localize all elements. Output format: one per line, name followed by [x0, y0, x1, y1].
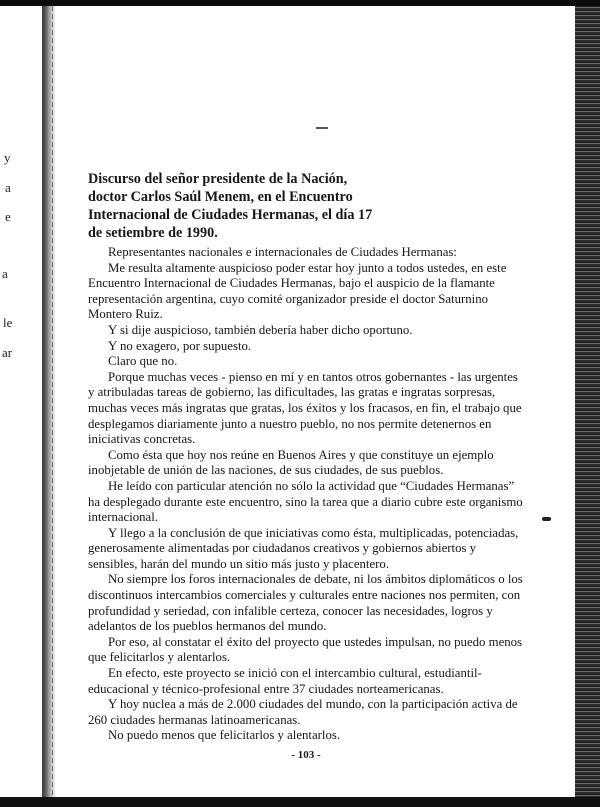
page-number: - 103 - [291, 749, 321, 761]
paragraph: Porque muchas veces - pienso en mí y en tantos otros gobernantes - las urgentes y atribuladas tareas de gobierno, las dificultades, las gratas e ingratas sorpresas, muchas veces más ingratas que gratas, los éxitos y los fracasos, en fin, el trabajo que desplegamos diariamente junto a nuestro pueblo, no nos permite detenernos en iniciativas concretas. [88, 369, 522, 447]
ink-dash [316, 127, 328, 129]
margin-fragment: e [5, 209, 11, 224]
paragraph: Claro que no. [108, 354, 178, 369]
scan-right-edge [575, 6, 600, 807]
margin-fragment: le [3, 315, 13, 330]
ink-spot [542, 517, 551, 521]
margin-fragment: a [5, 180, 11, 195]
paragraph: Y no exagero, por supuesto. [108, 338, 252, 353]
margin-fragment: ar [2, 345, 13, 360]
paragraph: No puedo menos que felicitarlos y alentarlos. [108, 728, 341, 743]
speech-title: Discurso del señor presidente de la Nación, doctor Carlos Saúl Menem, en el Encuentro Internacional de Ciudades Hermanas, el día 17 de setiembre de 1990. [88, 171, 373, 241]
paragraph: Me resulta altamente auspicioso poder estar hoy junto a todos ustedes, en este Encuentro Internacional de Ciudades Hermanas, bajo el auspicio de la flamante representación argentina, cuyo comité organizador preside el doctor Saturnino Montero Ruiz. [88, 260, 507, 322]
paragraph: Y hoy nuclea a más de 2.000 ciudades del mundo, con la participación activa de 260 ciudades hermanas latinoamericanas. [88, 697, 518, 727]
margin-fragment: y [4, 150, 11, 165]
paragraph: No siempre los foros internacionales de debate, ni los ámbitos diplomáticos o los discontinuos intercambios comerciales y culturales entre naciones nos permiten, con profundidad y seriedad, con infalible certeza, conocer las necesidades, logros y adelantos de los pueblos hermanos del mundo. [88, 572, 523, 634]
binding-edge-line [52, 6, 53, 807]
paragraph: Por eso, al constatar el éxito del proyecto que ustedes impulsan, no puedo menos que felicitarlos y alentarlos. [88, 634, 523, 665]
paragraph: Como ésta que hoy nos reúne en Buenos Aires y que constituye un ejemplo inobjetable de unión de las naciones, de sus ciudades, de sus pueblos. [88, 447, 494, 478]
binding-shadow [42, 6, 56, 807]
margin-fragment: a [2, 266, 8, 281]
paragraph: Y llego a la conclusión de que iniciativas como ésta, multiplicadas, potenciadas, generosamente alimentadas por ciudadanos creativos y gobiernos abiertos y sensibles, harán del mundo un sitio más justo y placentero. [88, 525, 519, 571]
scan-top-edge [0, 0, 600, 6]
paragraph: Representantes nacionales e internacionales de Ciudades Hermanas: [108, 245, 457, 259]
paragraph: He leído con particular atención no sólo la actividad que “Ciudades Hermanas” ha desplegado durante este encuentro, sino la tarea que a diario cubre este organismo internacional. [88, 478, 523, 525]
paragraph: Y si dije auspicioso, también debería haber dicho oportuno. [108, 322, 413, 337]
paragraph: En efecto, este proyecto se inició con el intercambio cultural, estudiantil-educacional y técnico-profesional entre 37 ciudades norteamericanas. [88, 666, 482, 696]
scan-bottom-edge [0, 797, 600, 807]
speech-body [88, 245, 524, 744]
